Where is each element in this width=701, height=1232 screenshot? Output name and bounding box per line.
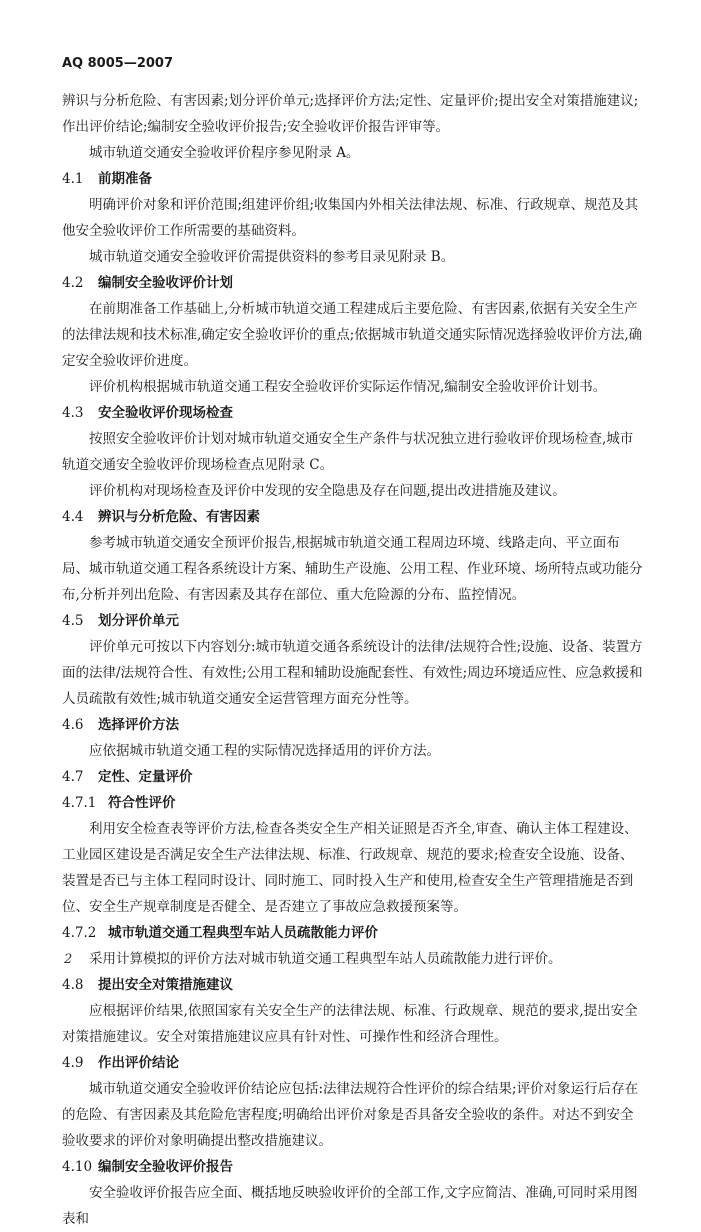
section-title: 定性、定量评价 xyxy=(98,769,193,785)
section-heading xyxy=(62,972,645,998)
section-heading xyxy=(62,504,645,530)
section-title: 符合性评价 xyxy=(108,795,176,811)
section-title: 城市轨道交通工程典型车站人员疏散能力评价 xyxy=(108,925,378,941)
section-title: 作出评价结论 xyxy=(98,1055,179,1071)
section-heading xyxy=(62,1154,645,1180)
section-number: 4.8 xyxy=(62,977,84,993)
section-title: 前期准备 xyxy=(98,171,152,187)
page-number: 2 xyxy=(64,952,73,967)
section-title: 选择评价方法 xyxy=(98,717,179,733)
section-heading xyxy=(62,400,645,426)
section-number: 4.7 xyxy=(62,769,84,785)
section-heading xyxy=(62,270,645,296)
document-body xyxy=(62,88,645,1232)
section-number: 4.6 xyxy=(62,717,84,733)
section-title: 编制安全验收评价计划 xyxy=(98,275,233,291)
section-title: 辨识与分析危险、有害因素 xyxy=(98,509,260,525)
section-title: 提出安全对策措施建议 xyxy=(98,977,233,993)
body-paragraph: 安全验收评价报告应全面、概括地反映验收评价的全部工作,文字应简洁、准确,可同时采用图表和 xyxy=(62,1185,638,1227)
body-paragraph: 城市轨道交通安全验收评价程序参见附录 A。 xyxy=(89,145,360,161)
section-number: 4.4 xyxy=(62,509,84,525)
section-heading xyxy=(62,166,645,192)
body-paragraph: 采用计算模拟的评价方法对城市轨道交通工程典型车站人员疏散能力进行评价。 xyxy=(89,951,562,967)
section-title: 编制安全验收评价报告 xyxy=(98,1159,233,1175)
section-heading xyxy=(62,920,645,946)
standard-code-header: AQ 8005—2007 xyxy=(62,56,174,71)
body-paragraph: 明确评价对象和评价范围;组建评价组;收集国内外相关法律法规、标准、行政规章、规范及其他安全验收评价工作所需要的基础资料。 xyxy=(62,197,639,239)
body-paragraph: 城市轨道交通安全验收评价结论应包括:法律法规符合性评价的综合结果;评价对象运行后存在的危险、有害因素及其危险危害程度;明确给出评价对象是否具备安全验收的条件。对达不到安全验收要求的评价对象明确提出整改措施建议。 xyxy=(62,1081,639,1149)
body-paragraph: 按照安全验收评价计划对城市轨道交通安全生产条件与状况独立进行验收评价现场检查,城市轨道交通安全验收评价现场检查点见附录 C。 xyxy=(62,431,634,473)
section-heading xyxy=(62,608,645,634)
section-number: 4.5 xyxy=(62,613,84,629)
section-heading xyxy=(62,764,645,790)
body-paragraph: 城市轨道交通安全验收评价需提供资料的参考目录见附录 B。 xyxy=(89,249,455,265)
section-number: 4.10 xyxy=(62,1159,93,1175)
body-paragraph: 评价单元可按以下内容划分:城市轨道交通各系统设计的法律/法规符合性;设施、设备、装置方面的法律/法规符合性、有效性;公用工程和辅助设施配套性、有效性;周边环境适应性、应急救援和人员疏散有效性;城市轨道交通安全运营管理方面充分性等。 xyxy=(62,639,643,707)
body-paragraph: 应依据城市轨道交通工程的实际情况选择适用的评价方法。 xyxy=(89,743,440,759)
body-paragraph: 评价机构根据城市轨道交通工程安全验收评价实际运作情况,编制安全验收评价计划书。 xyxy=(89,379,607,395)
body-paragraph: 评价机构对现场检查及评价中发现的安全隐患及存在问题,提出改进措施及建议。 xyxy=(89,483,566,499)
body-paragraph: 参考城市轨道交通安全预评价报告,根据城市轨道交通工程周边环境、线路走向、平立面布局、城市轨道交通工程各系统设计方案、辅助生产设施、公用工程、作业环境、场所特点或功能分布,分析并列出危险、有害因素及其存在部位、重大危险源的分布、监控情况。 xyxy=(62,535,643,603)
section-number: 4.7.1 xyxy=(62,795,97,811)
body-paragraph: 辨识与分析危险、有害因素;划分评价单元;选择评价方法;定性、定量评价;提出安全对策措施建议;作出评价结论;编制安全验收评价报告;安全验收评价报告评审等。 xyxy=(62,93,639,135)
section-number: 4.2 xyxy=(62,275,84,291)
section-heading xyxy=(62,1050,645,1076)
section-number: 4.9 xyxy=(62,1055,84,1071)
section-number: 4.7.2 xyxy=(62,925,97,941)
section-title: 安全验收评价现场检查 xyxy=(98,405,233,421)
section-heading xyxy=(62,712,645,738)
body-paragraph: 应根据评价结果,依照国家有关安全生产的法律法规、标准、行政规章、规范的要求,提出安全对策措施建议。安全对策措施建议应具有针对性、可操作性和经济合理性。 xyxy=(62,1003,638,1045)
body-paragraph: 在前期准备工作基础上,分析城市轨道交通工程建成后主要危险、有害因素,依据有关安全生产的法律法规和技术标准,确定安全验收评价的重点;依据城市轨道交通实际情况选择验收评价方法,确定安全验收评价进度。 xyxy=(62,301,643,369)
section-heading xyxy=(62,790,645,816)
section-number: 4.3 xyxy=(62,405,84,421)
body-paragraph: 利用安全检查表等评价方法,检查各类安全生产相关证照是否齐全,审查、确认主体工程建设、工业园区建设是否满足安全生产法律法规、标准、行政规章、规范的要求;检查安全设施、设备、装置是否已与主体工程同时设计、同时施工、同时投入生产和使用,检查安全生产管理措施是否到位、安全生产规章制度是否健全、是否建立了事故应急救援预案等。 xyxy=(62,821,638,915)
section-number: 4.1 xyxy=(62,171,84,187)
section-title: 划分评价单元 xyxy=(98,613,179,629)
